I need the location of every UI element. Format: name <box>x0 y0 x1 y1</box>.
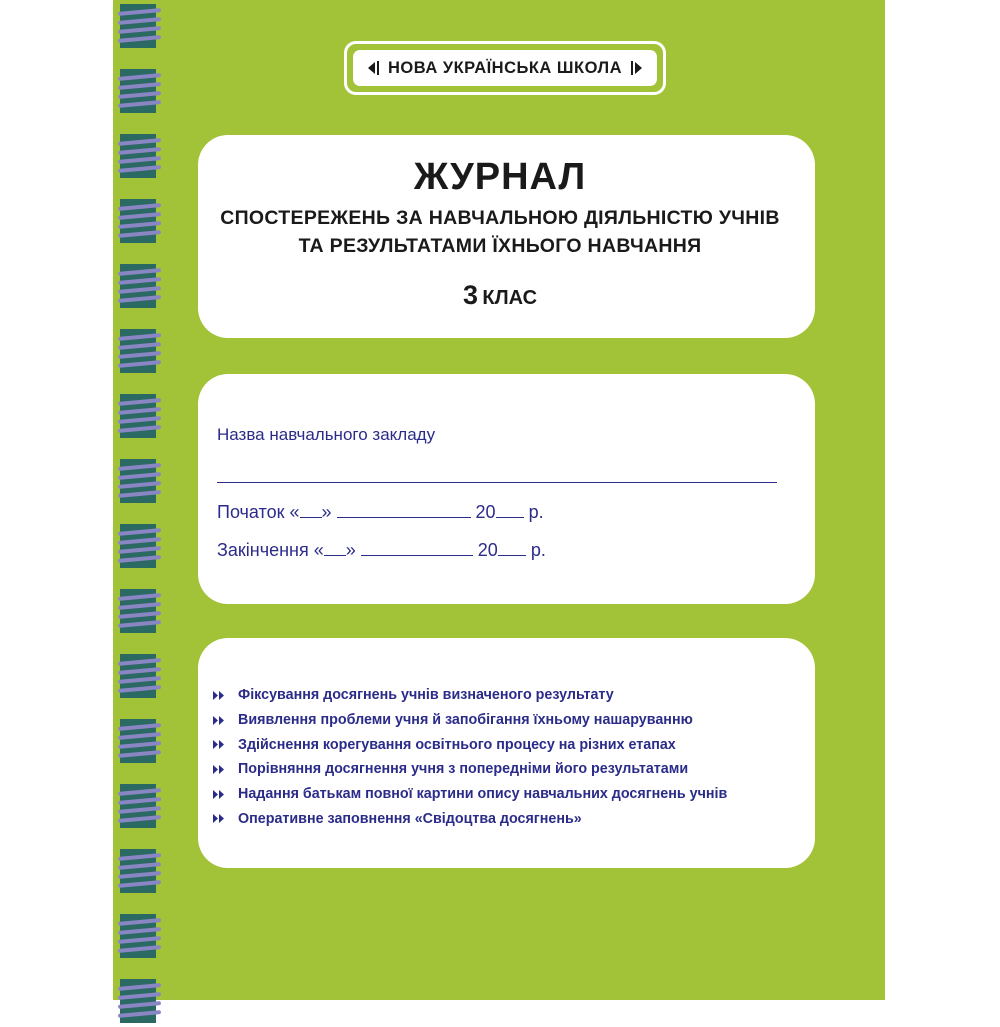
feature-item <box>213 757 727 782</box>
end-date-line <box>217 538 546 561</box>
end-year-prefix: 20 <box>477 540 498 560</box>
spiral-binding <box>113 0 163 1000</box>
end-year-suffix: р. <box>530 540 546 560</box>
start-day-close: » <box>321 502 332 522</box>
caret-left-icon <box>366 60 380 76</box>
binding-ring <box>113 780 163 832</box>
feature-text: Порівняння досягнення учня з попередніми його результатами <box>238 761 689 778</box>
grade-word: КЛАС <box>482 287 538 309</box>
double-chevron-right-icon <box>213 790 226 799</box>
feature-text: Виявлення проблеми учня й запобігання їхньому нашаруванню <box>238 712 693 729</box>
end-label: Закінчення « <box>217 540 324 560</box>
feature-item <box>213 806 727 831</box>
school-name-label: Назва навчального закладу <box>217 425 436 444</box>
binding-ring <box>113 650 163 702</box>
start-month-blank <box>337 500 471 518</box>
double-chevron-right-icon <box>213 814 226 823</box>
binding-ring <box>113 585 163 637</box>
binding-ring <box>113 65 163 117</box>
binding-ring <box>113 390 163 442</box>
feature-item <box>213 683 727 708</box>
feature-text: Оперативне заповнення «Свідоцтва досягнень» <box>238 810 582 827</box>
start-label: Початок « <box>217 502 300 522</box>
school-name-line <box>217 482 777 483</box>
end-day-close: » <box>345 540 356 560</box>
grade-number: 3 <box>462 280 478 310</box>
double-chevron-right-icon <box>213 691 226 700</box>
end-day-blank <box>324 538 346 556</box>
binding-ring <box>113 0 163 52</box>
series-badge <box>344 41 666 95</box>
series-label: НОВА УКРАЇНСЬКА ШКОЛА <box>387 58 623 77</box>
start-year-suffix: р. <box>528 502 544 522</box>
info-panel <box>198 374 815 604</box>
start-date-line <box>217 500 544 523</box>
binding-ring <box>113 910 163 962</box>
start-day-blank <box>300 500 322 518</box>
double-chevron-right-icon <box>213 716 226 725</box>
end-year-blank <box>498 538 526 556</box>
journal-subtitle-line-1: СПОСТЕРЕЖЕНЬ ЗА НАВЧАЛЬНОЮ ДІЯЛЬНІСТЮ УЧНІВ <box>220 207 780 229</box>
journal-title: ЖУРНАЛ <box>413 156 587 198</box>
binding-ring <box>113 520 163 572</box>
feature-text: Надання батькам повної картини опису навчальних досягнень учнів <box>238 786 728 803</box>
feature-item <box>213 782 727 807</box>
feature-item <box>213 732 727 757</box>
binding-ring <box>113 845 163 897</box>
binding-ring <box>113 325 163 377</box>
binding-ring <box>113 975 163 1027</box>
double-chevron-right-icon <box>213 740 226 749</box>
double-chevron-right-icon <box>213 765 226 774</box>
caret-right-icon <box>630 60 644 76</box>
start-year-blank <box>496 500 524 518</box>
journal-subtitle-line-2: ТА РЕЗУЛЬТАТАМИ ЇХНЬОГО НАВЧАННЯ <box>298 235 702 257</box>
end-month-blank <box>361 538 473 556</box>
feature-text: Здійснення корегування освітнього процесу на різних етапах <box>238 736 676 753</box>
feature-item <box>213 708 727 733</box>
feature-text: Фіксування досягнень учнів визначеного результату <box>238 687 614 704</box>
start-year-prefix: 20 <box>475 502 496 522</box>
features-list <box>213 683 727 831</box>
grade-label <box>0 280 1000 311</box>
binding-ring <box>113 455 163 507</box>
binding-ring <box>113 715 163 767</box>
